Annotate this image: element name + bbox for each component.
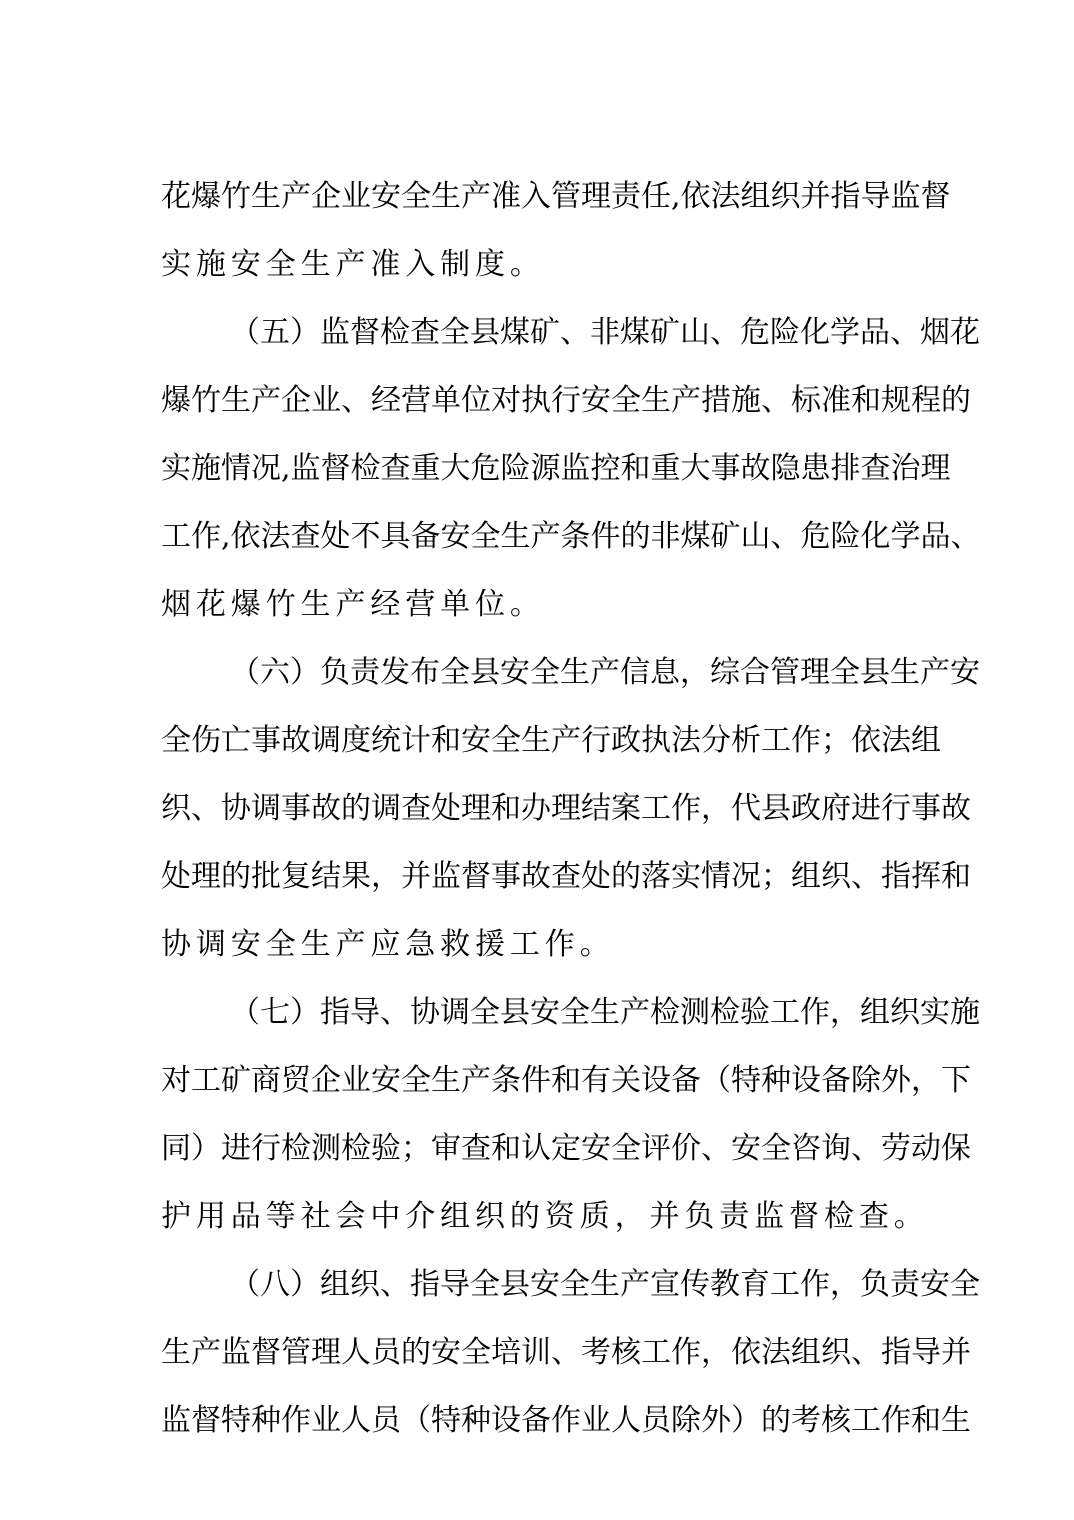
text-line: 对 工 矿 商 贸 企 业 安 全 生 产 条 件 和 有 关 设 备 （ 特 种 设 备 除 外 ， 下 <box>161 1063 971 1098</box>
document-body <box>161 179 981 1472</box>
text-line: 生 产 监 督 管 理 人 员 的 安 全 培 训 、 考 核 工 作 ， 依 法 组 织 、 指 导 并 <box>161 1335 971 1370</box>
text-line: （ 八 ） 组 织 、 指 导 全 县 安 全 生 产 宣 传 教 育 工 作 ， 负 责 安 全 <box>230 1267 980 1302</box>
text-line: 实 施 情 况 , 监 督 检 查 重 大 危 险 源 监 控 和 重 大 事 故 隐 患 排 查 治 理 <box>161 451 951 486</box>
text-line: （ 七 ） 指 导 、 协 调 全 县 安 全 生 产 检 测 检 验 工 作 ， 组 织 实 施 <box>230 995 980 1030</box>
text-line: 护 用 品 等 社 会 中 介 组 织 的 资 质 ， 并 负 责 监 督 检 查 。 <box>161 1199 924 1234</box>
text-line: 爆 竹 生 产 企 业 、 经 营 单 位 对 执 行 安 全 生 产 措 施 、 标 准 和 规 程 的 <box>161 383 971 418</box>
text-line: 织 、 协 调 事 故 的 调 查 处 理 和 办 理 结 案 工 作 ， 代 县 政 府 进 行 事 故 <box>161 791 971 826</box>
text-line: 工 作 , 依 法 查 处 不 具 备 安 全 生 产 条 件 的 非 煤 矿 山 、 危 险 化 学 品 、 <box>161 519 981 554</box>
text-line: 花 爆 竹 生 产 企 业 安 全 生 产 准 入 管 理 责 任 , 依 法 组 织 并 指 导 监 督 <box>161 179 951 214</box>
text-line: （ 六 ） 负 责 发 布 全 县 安 全 生 产 信 息 ， 综 合 管 理 全 县 生 产 安 <box>230 655 980 690</box>
text-line: 同 ） 进 行 检 测 检 验 ； 审 查 和 认 定 安 全 评 价 、 安 全 咨 询 、 劳 动 保 <box>161 1131 971 1166</box>
text-line: （ 五 ） 监 督 检 查 全 县 煤 矿 、 非 煤 矿 山 、 危 险 化 学 品 、 烟 花 <box>230 315 980 350</box>
text-line: 监 督 特 种 作 业 人 员 （ 特 种 设 备 作 业 人 员 除 外 ） 的 考 核 工 作 和 生 <box>161 1403 971 1438</box>
text-line: 烟 花 爆 竹 生 产 经 营 单 位 。 <box>161 587 540 622</box>
text-line: 实 施 安 全 生 产 准 入 制 度 。 <box>161 247 540 282</box>
text-line: 处 理 的 批 复 结 果 ， 并 监 督 事 故 查 处 的 落 实 情 况 ； 组 织 、 指 挥 和 <box>161 859 971 894</box>
text-line: 协 调 安 全 生 产 应 急 救 援 工 作 。 <box>161 927 610 962</box>
text-line: 全 伤 亡 事 故 调 度 统 计 和 安 全 生 产 行 政 执 法 分 析 工 作 ； 依 法 组 <box>161 723 941 758</box>
